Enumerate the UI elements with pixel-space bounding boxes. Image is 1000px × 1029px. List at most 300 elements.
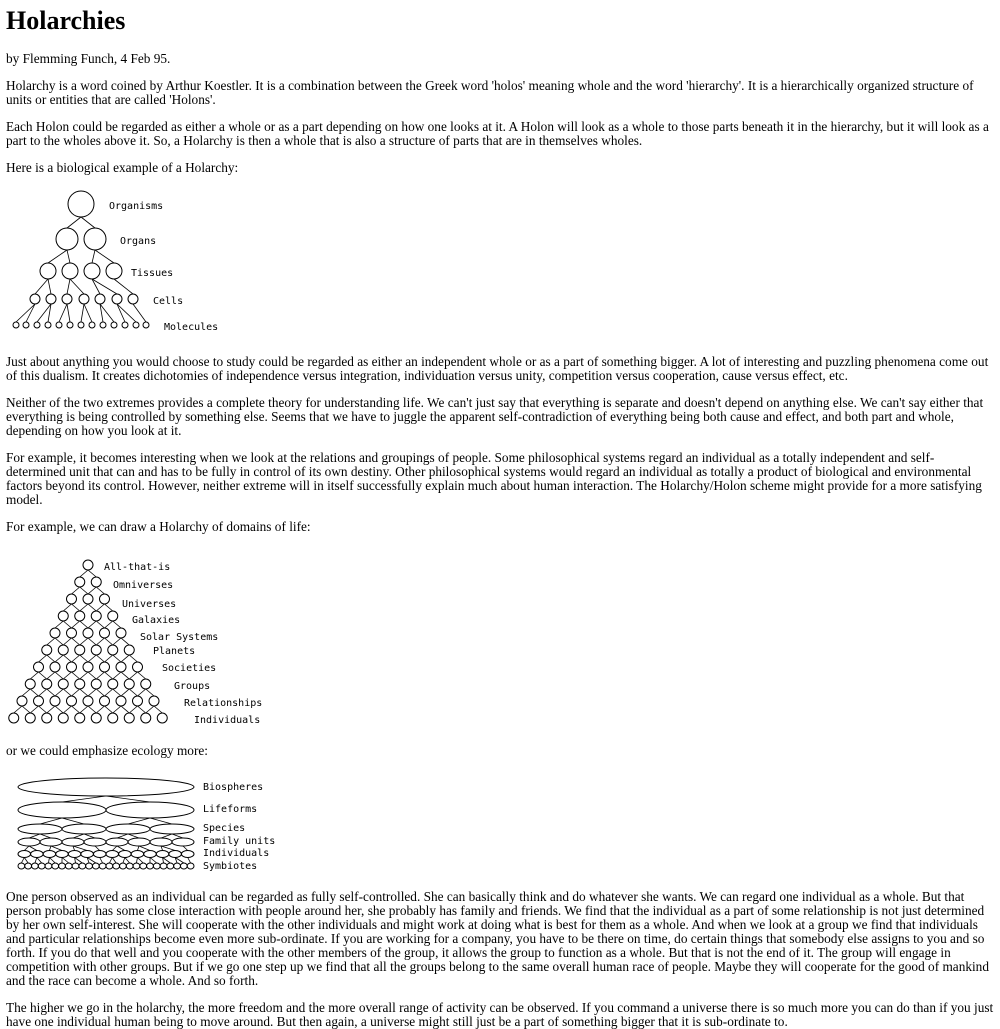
domain-node [34,696,44,706]
holon-node [95,294,105,304]
lattice-link [72,587,80,594]
ecology-ellipse [18,802,106,818]
label-galaxies: Galaxies [132,615,181,626]
ecology-link [172,834,183,838]
holon-node [23,322,29,328]
label-organs: Organs [120,236,157,247]
tree-link [114,279,133,294]
domain-node [100,594,110,604]
ecology-link [84,834,95,838]
ecology-link [112,858,116,864]
lattice-link [55,672,63,679]
lattice-link [39,689,47,696]
ecology-ellipse [150,824,194,834]
holon-node [84,263,100,279]
lattice-link [30,672,38,679]
lattice-link [105,621,113,628]
label-all-that-is: All-that-is [104,562,171,573]
ecology-ellipse [25,863,32,869]
lattice-link [105,604,113,611]
holon-node [30,294,40,304]
lattice-link [80,570,88,577]
domain-node [91,713,101,723]
lattice-link [88,621,96,628]
holon-node [45,322,51,328]
ecology-ellipse [38,863,45,869]
domain-node [83,628,93,638]
label-symbiotes: Symbiotes [203,861,258,872]
ecology-ellipse [187,863,194,869]
ecology-ellipse [68,851,81,858]
tree-link [67,304,70,322]
ecology-ellipse [99,863,106,869]
ecology-link [123,858,125,864]
domain-node [91,645,101,655]
ecology-link [125,858,130,864]
holon-node [34,322,40,328]
lattice-link [72,638,80,645]
lattice-link [113,672,121,679]
ecology-link [128,834,139,838]
domain-node [67,594,77,604]
lattice-link [146,689,154,696]
lattice-link [47,655,55,662]
paragraph-extremes: Neither of the two extremes provides a complete theory for understanding life. We can't just say that everything is separate and doesn't depend on anything else. We can't say either that everything is being controlled by something else. Seems that we have to juggle the apparent self-contradiction of everything being both cause and effect, and both part and whole, depending on how you look at it. [6,395,984,438]
lattice-link [80,604,88,611]
lattice-link [72,689,80,696]
domain-node [116,696,126,706]
label-organisms: Organisms [109,201,164,212]
label-solar-systems: Solar Systems [140,632,219,643]
lattice-link [63,672,71,679]
domain-node [149,696,159,706]
lattice-link [39,655,47,662]
lattice-link [80,689,88,696]
lattice-link [96,638,104,645]
ecology-ellipse [32,863,39,869]
domain-node [83,560,93,570]
lattice-link [39,706,47,713]
lattice-link [72,706,80,713]
lattice-link [30,689,38,696]
ecology-ellipse [56,851,69,858]
ecology-ellipse [153,863,160,869]
domain-node [83,594,93,604]
domain-node [75,645,85,655]
lattice-link [72,621,80,628]
label-ecology-individuals: Individuals [203,848,270,859]
ecology-link [161,846,175,851]
holon-node [62,263,78,279]
lattice-link [129,706,137,713]
lattice-link [72,604,80,611]
holon-node [133,322,139,328]
holon-node [40,263,56,279]
ecology-link [40,834,51,838]
ecology-link [117,834,128,838]
lattice-link [138,672,146,679]
ecology-ellipse [174,863,181,869]
tree-link [81,217,95,228]
ecology-ellipse [128,838,150,846]
lattice-link [88,672,96,679]
domain-node [100,696,110,706]
label-lifeforms: Lifeforms [203,804,258,815]
ecology-ellipse [106,863,113,869]
ecology-link [106,796,150,802]
label-tissues: Tissues [131,268,174,279]
ecology-ellipse [106,802,194,818]
lattice-link [154,706,162,713]
ecology-ellipse [18,838,40,846]
ecology-link [29,846,37,851]
tree-link [92,250,95,263]
holon-node [46,294,56,304]
tree-link [16,304,35,322]
domain-node [58,713,68,723]
lattice-link [88,638,96,645]
lattice-link [96,604,104,611]
ecology-link [117,846,125,851]
tree-link [84,304,92,322]
ecology-ellipse [120,863,127,869]
tree-link [67,279,70,294]
lattice-link [47,638,55,645]
tree-link [95,250,114,263]
lattice-link [129,689,137,696]
lattice-link [72,655,80,662]
domain-node [91,679,101,689]
figure-ecology-holarchy [6,758,994,884]
ecology-link [48,858,49,864]
domain-node [83,662,93,672]
ecology-ellipse [86,863,93,869]
tree-link [133,304,146,322]
ecology-link [139,846,150,851]
ecology-ellipse [18,824,62,834]
ecology-ellipse [181,851,194,858]
domain-node [100,628,110,638]
domain-node [108,645,118,655]
lattice-link [63,638,71,645]
holon-node [13,322,19,328]
holon-node [106,263,122,279]
domain-node [50,696,60,706]
lattice-link [88,570,96,577]
ecology-link [150,858,157,864]
tree-link [48,250,67,263]
lattice-link [55,621,63,628]
paragraph-domains-intro: For example, we can draw a Holarchy of domains of life: [6,519,311,534]
tree-link [26,304,35,322]
lattice-link [63,689,71,696]
ecology-link [73,846,87,851]
domains-holarchy-diagram [6,534,306,730]
ecology-link [73,834,84,838]
lattice-link [88,706,96,713]
tree-link [59,304,67,322]
lattice-link [113,689,121,696]
lattice-link [96,655,104,662]
lattice-link [80,655,88,662]
ecology-link [62,796,106,802]
lattice-link [121,672,129,679]
lattice-link [55,638,63,645]
label-universes: Universes [122,599,177,610]
lattice-link [88,604,96,611]
label-omniverses: Omniverses [113,580,174,591]
ecology-ellipse [92,863,99,869]
domain-node [124,679,134,689]
ecology-ellipse [147,863,154,869]
lattice-link [146,706,154,713]
lattice-link [88,655,96,662]
ecology-ellipse [43,851,56,858]
paragraph-ecology-intro: or we could emphasize ecology more: [6,743,208,758]
ecology-link [62,858,69,864]
ecology-ellipse [31,851,44,858]
ecology-ellipse [156,851,169,858]
ecology-ellipse [93,851,106,858]
lattice-link [96,587,104,594]
ecology-link [24,858,28,864]
label-species: Species [203,823,246,834]
lattice-link [96,706,104,713]
lattice-link [138,689,146,696]
label-individuals: Individuals [194,715,261,726]
ecology-link [109,858,112,864]
lattice-link [80,706,88,713]
domain-node [17,696,27,706]
paragraph-bio-intro: Here is a biological example of a Holarchy: [6,160,239,175]
lattice-link [113,655,121,662]
lattice-link [55,706,63,713]
domain-node [42,713,52,723]
holon-node [143,322,149,328]
holon-node [128,294,138,304]
ecology-link [21,858,24,864]
lattice-link [113,638,121,645]
lattice-link [55,689,63,696]
label-molecules: Molecules [164,322,219,333]
ecology-ellipse [18,863,25,869]
lattice-link [96,689,104,696]
ecology-ellipse [180,863,187,869]
tree-link [100,304,114,322]
lattice-link [30,706,38,713]
ecology-ellipse [65,863,72,869]
lattice-link [72,672,80,679]
domain-node [75,611,85,621]
ecology-link [24,846,29,851]
figure-biological-holarchy [6,175,994,351]
lattice-link [96,672,104,679]
byline: by Flemming Funch, 4 Feb 95. [6,51,171,66]
tree-link [37,304,51,322]
domain-node [67,662,77,672]
domain-node [42,679,52,689]
lattice-link [105,655,113,662]
ecology-link [95,846,100,851]
domain-node [124,713,134,723]
lattice-link [14,706,22,713]
lattice-link [113,621,121,628]
ecology-ellipse [18,851,31,858]
ecology-ellipse [81,851,94,858]
domain-node [141,679,151,689]
lattice-link [105,638,113,645]
ecology-link [136,858,137,864]
ecology-ellipse [84,838,106,846]
label-cells: Cells [153,296,184,307]
ecology-ellipse [169,851,182,858]
domain-node [50,628,60,638]
figure-domains-holarchy [6,534,994,730]
lattice-link [105,689,113,696]
lattice-link [121,655,129,662]
domain-node [157,713,167,723]
ecology-link [49,858,55,864]
ecology-ellipse [144,851,157,858]
lattice-link [105,672,113,679]
domain-node [91,611,101,621]
domain-node [42,645,52,655]
domain-node [25,679,35,689]
domain-node [124,645,134,655]
tree-link [70,279,84,294]
lattice-link [121,689,129,696]
label-planets: Planets [153,646,196,657]
paragraph-holon: Each Holon could be regarded as either a whole or as a part depending on how one looks at it. A Holon will look as a whole to those parts beneath it in the hierarchy, but it will look as a part to the wholes above it. So, a Holarchy is then a whole that is also a structure of parts that are in themselves wholes. [6,119,989,148]
ecology-ellipse [79,863,86,869]
paragraph-individual: One person observed as an individual can be regarded as fully self-controlled. She can basically think and do whatever she wants. We can regard one individual as a whole. But that person probably has some close interaction with people around her, she probably has family and friends. We find that the individual as a part of some relationship is not just determined by her own self-interest. She will cooperate with the other individuals and might work at doing what is best for them as a whole. And when we look at a group we find that individuals and particular relationships become even more sub-ordinate. If you are working for a company, you have to be there on time, do certain things that somebody else assigns to you and so forth. If you do that well and you cooperate with the other members of the group, it allows the group to function as a whole. But that is not the end of it. The group will engage in competition with other groups. But if we go one step up we find that all the groups belong to the same overall human race of people. Maybe they will cooperate for the good of mankind and the race can become a whole. And so forth. [6,889,989,988]
domain-node [25,713,35,723]
domain-node [58,611,68,621]
ecology-link [51,846,62,851]
paragraph-intro: Holarchy is a word coined by Arthur Koestler. It is a combination between the Greek word 'holos' meaning whole and the word 'hierarchy'. It is a hierarchically organized structure of units or entities that are called 'Holons'. [6,78,974,107]
lattice-link [47,689,55,696]
ecology-ellipse [126,863,133,869]
holon-node [84,228,106,250]
domain-node [91,577,101,587]
label-biospheres: Biospheres [203,782,264,793]
paragraph-people: For example, it becomes interesting when we look at the relations and groupings of people. Some philosophical systems regard an individual as a totally independent and self-determined unit that can and has to be fully in control of its own destiny. Other philosophical systems would regard an individual as totally a product of biological and environmental factors beyond its control. However, neither extreme will in itself successfully explain much about human interaction. The Holarchy/Holon scheme might provide for a more satisfying model. [6,450,982,507]
ecology-ellipse [131,851,144,858]
domain-node [67,628,77,638]
holon-node [112,294,122,304]
holon-node [62,294,72,304]
ecology-ellipse [167,863,174,869]
ecology-ellipse [133,863,140,869]
domain-node [141,713,151,723]
holon-node [89,322,95,328]
ecology-ellipse [62,824,106,834]
ecology-link [188,858,191,864]
lattice-link [63,604,71,611]
domain-node [34,662,44,672]
holon-node [56,322,62,328]
tree-link [67,250,70,263]
holon-node [111,322,117,328]
lattice-link [105,706,113,713]
ecology-ellipse [40,838,62,846]
ecology-link [40,818,62,824]
ecology-link [29,834,40,838]
lattice-link [47,706,55,713]
lattice-link [80,621,88,628]
ecology-link [161,834,172,838]
domain-node [75,577,85,587]
ecology-ellipse [119,851,132,858]
domain-node [83,696,93,706]
ecology-link [62,818,84,824]
domain-node [133,696,143,706]
domain-node [67,696,77,706]
ecology-link [49,846,51,851]
tree-link [81,304,84,322]
label-family-units: Family units [203,836,276,847]
holon-node [122,322,128,328]
lattice-link [47,672,55,679]
ecology-ellipse [140,863,147,869]
lattice-link [80,672,88,679]
lattice-link [121,638,129,645]
ecology-link [150,818,172,824]
domain-node [75,679,85,689]
ecology-ellipse [59,863,66,869]
ecology-ellipse [18,778,194,796]
holon-node [79,294,89,304]
ecology-ellipse [106,838,128,846]
domain-node [100,662,110,672]
ecology-link [137,846,139,851]
ecology-link [128,818,150,824]
tree-link [117,304,125,322]
ecology-ellipse [72,863,79,869]
lattice-link [113,706,121,713]
lattice-link [121,706,129,713]
label-groups: Groups [174,681,211,692]
label-relationships: Relationships [184,698,263,709]
domain-node [9,713,19,723]
lattice-link [63,706,71,713]
ecology-ellipse [106,851,119,858]
lattice-link [138,706,146,713]
ecology-ellipse [113,863,120,869]
tree-link [67,217,81,228]
ecology-link [183,846,188,851]
domain-node [133,662,143,672]
holon-node [67,322,73,328]
tree-link [48,279,51,294]
domain-node [108,611,118,621]
paragraph-freedom: The higher we go in the holarchy, the more freedom and the more overall range of activity can be observed. If you command a universe there is so much more you can do than if you just have one individual human being to move around. But then again, a universe might still just be a part of something bigger that it is sub-ordinate to. [6,1000,994,1029]
holon-node [78,322,84,328]
lattice-link [22,706,30,713]
tree-link [117,304,136,322]
ecology-ellipse [160,863,167,869]
tree-link [35,279,48,294]
domain-node [116,628,126,638]
paragraph-dualism: Just about anything you would choose to study could be regarded as either an independent whole or as a part of something bigger. A lot of interesting and puzzling phenomena come out of this dualism. It creates dichotomies of independence versus integration, individuation versus unity, competition versus cooperation, cause versus effect, etc. [6,354,989,383]
domain-node [108,679,118,689]
ecology-ellipse [52,863,59,869]
ecology-holarchy-diagram [6,758,306,884]
ecology-link [37,858,42,864]
domain-node [75,713,85,723]
lattice-link [63,655,71,662]
lattice-link [80,587,88,594]
